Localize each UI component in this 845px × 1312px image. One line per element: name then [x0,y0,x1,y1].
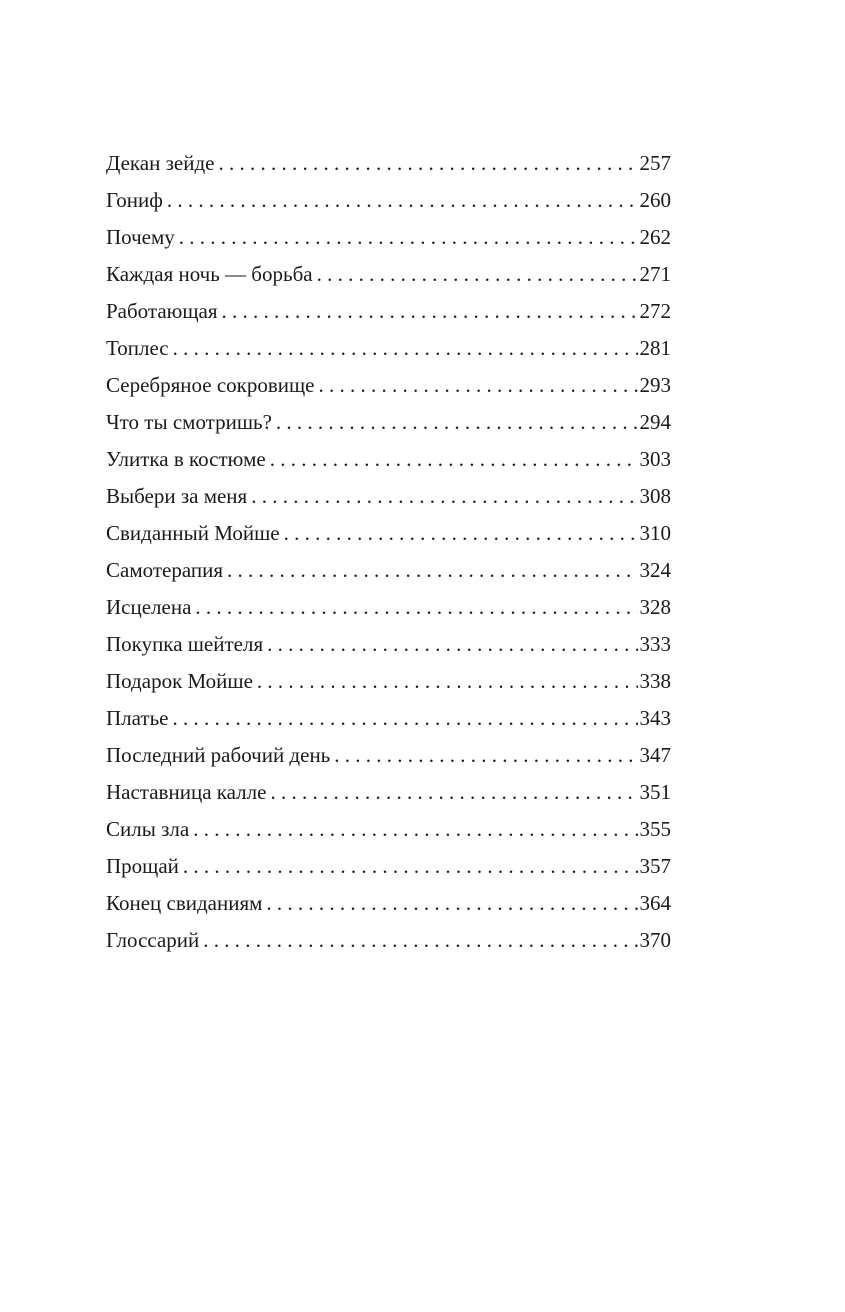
dot-leader [183,848,638,885]
toc-entry-title: Глоссарий [106,928,200,952]
toc-entry-page: 370 [639,928,671,952]
toc-entry-title: Гониф [106,188,163,212]
toc-entry-title: Прощай [106,854,179,878]
toc-entry [106,478,671,515]
toc-entry-page: 308 [639,484,671,508]
toc-entry-title: Подарок Мойше [106,669,253,693]
toc-entry-page: 333 [639,632,671,656]
toc-entry [106,293,671,330]
toc-entry [106,663,671,700]
toc-entry-title: Самотерапия [106,558,224,582]
toc-entry-title: Наставница калле [106,780,267,804]
table-of-contents [106,145,671,959]
toc-entry-title: Улитка в костюме [106,447,266,471]
dot-leader [317,256,638,293]
toc-entry-title: Серебряное сокровище [106,373,315,397]
toc-entry [106,848,671,885]
toc-entry-page: 355 [639,817,671,841]
toc-entry-page: 293 [639,373,671,397]
dot-leader [193,811,637,848]
toc-entry-title: Покупка шейтеля [106,632,264,656]
toc-entry-title: Что ты смотришь? [106,410,272,434]
toc-entry [106,626,671,663]
toc-entry [106,441,671,478]
dot-leader [334,737,637,774]
dot-leader [227,552,637,589]
toc-entry-title: Выбери за меня [106,484,248,508]
toc-entry-title: Топлес [106,336,169,360]
toc-entry-page: 272 [639,299,671,323]
dot-leader [173,700,638,737]
toc-entry [106,700,671,737]
toc-entry [106,589,671,626]
toc-entry [106,367,671,404]
toc-entry-page: 294 [639,410,671,434]
dot-leader [218,145,637,182]
toc-entry-page: 260 [639,188,671,212]
toc-entry-page: 257 [639,151,671,175]
toc-entry-title: Исцелена [106,595,192,619]
toc-entry-page: 343 [639,706,671,730]
toc-entry [106,811,671,848]
dot-leader [203,922,637,959]
toc-entry-title: Свиданный Мойше [106,521,280,545]
toc-entry [106,145,671,182]
toc-entry-title: Почему [106,225,175,249]
toc-entry-title: Последний рабочий день [106,743,331,767]
toc-entry [106,737,671,774]
toc-entry-title: Силы зла [106,817,190,841]
toc-entry-title: Декан зейде [106,151,215,175]
dot-leader [276,404,638,441]
toc-entry-page: 328 [639,595,671,619]
dot-leader [266,885,637,922]
toc-entry-page: 271 [639,262,671,286]
dot-leader [167,182,638,219]
toc-entry [106,515,671,552]
toc-entry [106,922,671,959]
dot-leader [179,219,638,256]
dot-leader [173,330,638,367]
dot-leader [284,515,638,552]
toc-entry [106,330,671,367]
toc-entry-page: 310 [639,521,671,545]
toc-entry-page: 338 [639,669,671,693]
dot-leader [251,478,637,515]
toc-entry [106,256,671,293]
toc-entry-title: Работающая [106,299,218,323]
dot-leader [270,774,637,811]
dot-leader [222,293,638,330]
toc-entry-page: 281 [639,336,671,360]
toc-entry-page: 357 [639,854,671,878]
toc-entry-page: 364 [639,891,671,915]
toc-entry [106,219,671,256]
toc-entry [106,774,671,811]
toc-entry [106,404,671,441]
toc-entry-page: 347 [639,743,671,767]
toc-entry-title: Каждая ночь — борьба [106,262,313,286]
toc-entry-page: 262 [639,225,671,249]
dot-leader [257,663,638,700]
dot-leader [270,441,638,478]
dot-leader [318,367,637,404]
toc-entry-page: 324 [639,558,671,582]
toc-entry-title: Платье [106,706,169,730]
toc-entry [106,182,671,219]
toc-entry-page: 303 [639,447,671,471]
toc-entry-page: 351 [639,780,671,804]
toc-entry [106,552,671,589]
dot-leader [267,626,637,663]
toc-entry-title: Конец свиданиям [106,891,263,915]
dot-leader [195,589,637,626]
toc-entry [106,885,671,922]
